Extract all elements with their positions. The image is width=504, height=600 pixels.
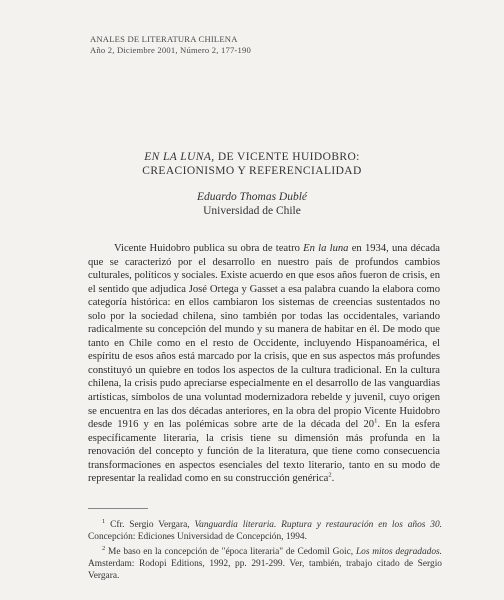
footnote-1 [88,517,442,544]
footnote-italic: Los mitos degradados. [355,546,442,557]
journal-name: ANALES DE LITERATURA CHILENA [90,34,238,44]
journal-header [90,34,251,56]
body-segment: en 1934, una década que se caracterizó por el desarrollo en nuestro país de profundos cambios culturales, políticos y sociales. Existe acuerdo en que esos años fueron de crisis, en el sentido que adjudica José Ortega y Gasset a esa palabra cuando la elabora como categoría histórica: en ellos cambiaron los sistemas de creencias sustentados no solo por la sociedad chilena, sino también por todas las occidentales, variando radicalmente su concepción del mundo y su manera de habitar en él. De modo que tanto en Chile como en el resto de Occidente, incluyendo Hispanoamérica, el espíritu de esos años está marcado por la crisis, que en sus aspectos más profundes constituyó un quiebre en todos los aspectos de la cultura tradicional. En la cultura chilena, la crisis pudo apreciarse especialmente en el desarrollo de las vanguardias artísticas, símbolos de una voluntad modernizadora rebelde y juvenil, cuyo origen se encuentra en las dos décadas anteriores, en la obra del propio Vicente Huidobro desde 1916 y en las polémicas sobre arte de la década del 20 [88,243,440,431]
journal-issue: Año 2, Diciembre 2001, Número 2, 177-190 [90,45,251,55]
footnote-text: Me baso en la concepción de "época literaria" de Cedomil Goic, [105,546,356,557]
body-segment: Vicente Huidobro publica su obra de teatro [114,243,304,254]
body-text [88,242,440,486]
footnote-mark: 1 [102,517,106,525]
title-line2: CREACIONISMO Y REFERENCIALIDAD [142,165,362,177]
author-affiliation: Universidad de Chile [203,205,301,217]
author-block [0,190,504,218]
footnote-2 [88,544,442,583]
title-italic-part: EN LA LUNA, [144,151,215,163]
footnote-text: Cfr. Sergio Vergara, [105,520,195,530]
work-title-italic: En la luna [303,243,349,254]
author-name: Eduardo Thomas Dublé [196,191,308,203]
footnotes [88,517,442,586]
footnote-mark: 2 [102,544,106,552]
footnote-divider [88,508,148,509]
footnote-italic: Vanguardia literaria. Ruptura y restauración en los años 30. [194,520,442,530]
footnote-ref-1[interactable]: 1 [374,417,378,425]
paragraph [88,242,440,486]
article-title [0,150,504,178]
footnote-ref-2[interactable]: 2 [328,471,332,479]
title-rest: DE VICENTE HUIDOBRO: [214,151,360,163]
body-segment: . En la esfera específicamente literaria, la crisis tiene su dimensión más profunda en la renovación del concepto y función de la literatura, que tiene como consecuencia transformaciones en aspectos esenciales del texto literario, tanto en su modo de representar la realidad como en su construcción genérica [88,419,440,485]
footnote-text: Amsterdam: Rodopi Editions, 1992, pp. 291-299. Ver, también, trabajo citado de Sergio Vergara. [88,558,442,581]
footnote-text: Concepción: Ediciones Universidad de Concepción, 1994. [88,531,307,542]
body-segment: . [331,473,335,485]
